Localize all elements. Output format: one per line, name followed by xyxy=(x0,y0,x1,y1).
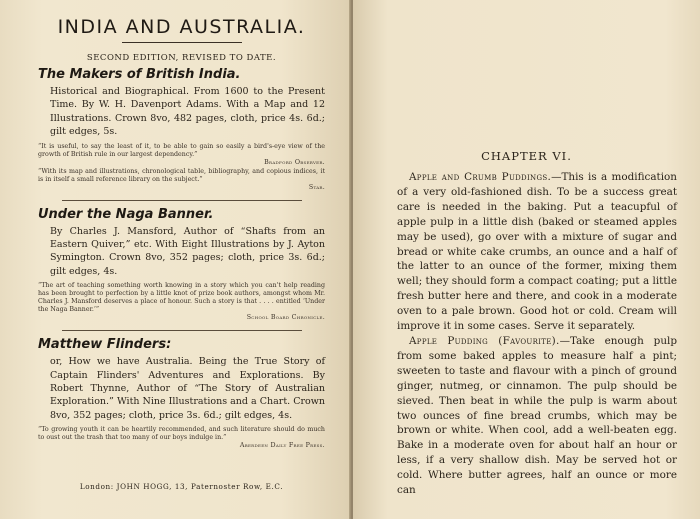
recipe-paragraph xyxy=(397,334,677,498)
chapter-body xyxy=(397,170,677,498)
headline-rule xyxy=(122,42,242,43)
review-quote: “With its map and illustrations, chronological table, bibliography, and copious indices, it is in itself a small reference library on the subject.” xyxy=(38,167,325,183)
book-entry xyxy=(38,337,325,450)
book-title: Under the Naga Banner. xyxy=(38,206,214,222)
book-entry xyxy=(38,67,325,192)
book-description: Historical and Biographical. From 1600 to the Present Time. By W. H. Davenport Adams. With a Map and 12 Illustrations. Crown 8vo, 482 pages, cloth, price 4s. 6d.; gilt edges, 5s. xyxy=(50,86,325,138)
book-entry xyxy=(38,207,325,323)
review-quote: “The art of teaching something worth knowing in a story which you can't help reading has been brought to perfection by a little knot of prize book authors, amongst whom Mr. Charles J. Mansford deserves a place of honour. Such a story is that . . . . entitled ‘Under the Naga Banner.’” xyxy=(38,282,325,314)
book-description: By Charles J. Mansford, Author of “Shafts from an Eastern Quiver,” etc. With Eight Illustrations by J. Ayton Symington. Crown 8vo, 352 pages; cloth, price 3s. 6d.; gilt edges, 4s. xyxy=(50,225,325,277)
review-source: Star. xyxy=(308,183,325,191)
recipe-title: Apple Pudding (Favourite). xyxy=(409,334,560,347)
book-description: or, How we have Australia. Being the True Story of Captain Flinders' Adventures and Explorations. By Robert Thynne, Author of “The Story of Australian Exploration.” With Nine Illustrations and a Chart. Crown 8vo, 352 pages; cloth, price 3s. 6d.; gilt edges, 4s. xyxy=(50,356,325,421)
section-divider xyxy=(62,200,302,201)
page-headline: INDIA AND AUSTRALIA. xyxy=(57,16,306,38)
publisher-footer: London: JOHN HOGG, 13, Paternoster Row, E.C. xyxy=(79,482,284,491)
chapter-heading: CHAPTER VI. xyxy=(481,149,572,163)
recipe-title: Apple and Crumb Puddings. xyxy=(409,171,552,183)
right-page xyxy=(353,0,700,519)
review-source: Aberdeen Daily Free Press. xyxy=(239,442,325,450)
recipe-text: —This is a modification of a very old-fashioned dish. To be a success great care is needed in the baking. Put a teacupful of apple pulp in a little dish (baked or steamed apples may be used), go over with a mixture of sugar and bread or white cake crumbs, an ounce and a half of the latter to an ounce of the former, mixing them well; they should form a compact coating; put a little fresh butter here and there, and cook in a moderate oven to a pale brown. Good hot or cold. Cream will improve it in some cases. Serve it separately. xyxy=(397,171,678,333)
review-quote: “To growing youth it can be heartily recommended, and such literature should do much to oust out the trash that too many of our boys indulge in.” xyxy=(38,426,325,442)
review-source: Bradford Observer. xyxy=(264,158,325,166)
recipe-paragraph xyxy=(397,170,677,334)
edition-note: SECOND EDITION, REVISED TO DATE. xyxy=(86,53,277,63)
section-divider xyxy=(62,330,302,331)
book-title: The Makers of British India. xyxy=(38,67,241,82)
book-title: Matthew Flinders: xyxy=(38,337,172,353)
recipe-text: —Take enough pulp from some baked apples to measure half a pint; sweeten to taste and flavour with a pinch of ground ginger, nutmeg, or cinnamon. The pulp should be sieved. Then beat in while the pulp is warm about two ounces of fine bread crumbs, which may be brown or white. When cool, add a well-beaten egg. Bake in a moderate oven for about half an hour or less, if a very shallow dish. May be served hot or cold. Where butter agrees, half an ounce or more can xyxy=(397,334,677,497)
review-source: School Board Chronicle. xyxy=(246,314,325,322)
review-quote: “It is useful, to say the least of it, to be able to gain so easily a bird's-eye view of the growth of British rule in our largest dependency.” xyxy=(38,142,325,158)
